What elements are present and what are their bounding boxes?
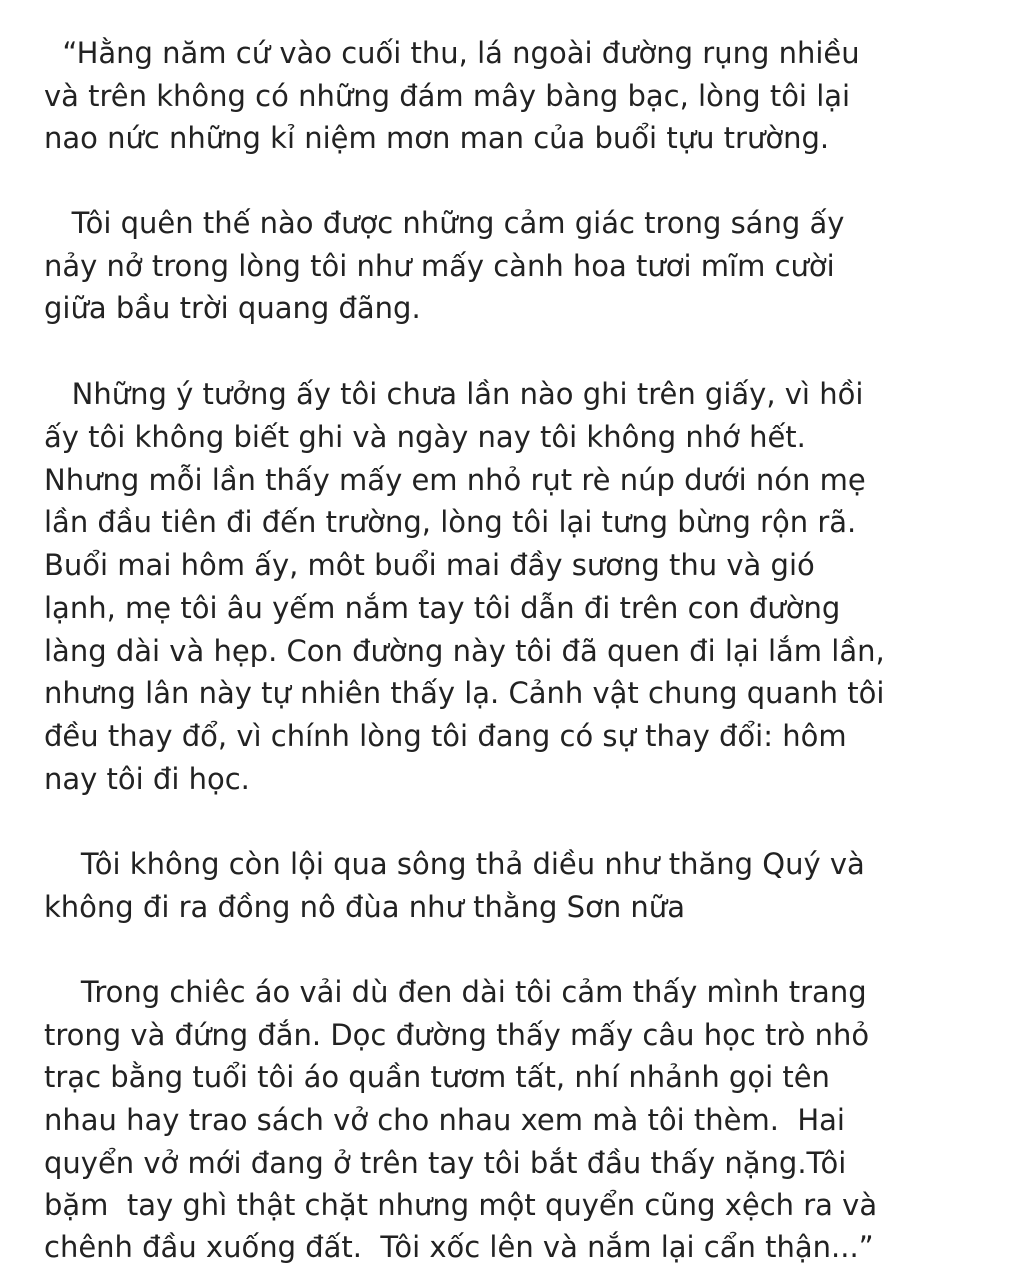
- text-line: lần đầu tiên đi đến trường, lòng tôi lại tưng bừng rộn rã.: [44, 505, 857, 539]
- text-line: Những ý tưởng ấy tôi chưa lần nào ghi trên giấy, vì hồi: [44, 377, 864, 411]
- text-line: ấy tôi không biết ghi và ngày nay tôi không nhớ hết.: [44, 420, 806, 454]
- text-line: trạc bằng tuổi tôi áo quần tươm tất, nhí nhảnh gọi tên: [44, 1060, 830, 1094]
- text-line: làng dài và hẹp. Con đường này tôi đã quen đi lại lắm lần,: [44, 634, 885, 668]
- text-line: Buổi mai hôm ấy, môt buổi mai đầy sương thu và gió: [44, 548, 815, 582]
- text-line: Tôi không còn lội qua sông thả diều như thăng Quý và: [44, 847, 865, 881]
- text-line: giữa bầu trời quang đãng.: [44, 291, 421, 325]
- text-line: nay tôi đi học.: [44, 762, 250, 796]
- text-line: “Hằng năm cứ vào cuối thu, lá ngoài đường rụng nhiều: [44, 36, 860, 70]
- text-line: Trong chiêc áo vải dù đen dài tôi cảm thấy mình trang: [44, 975, 867, 1009]
- text-line: không đi ra đồng nô đùa như thằng Sơn nữa: [44, 890, 685, 924]
- text-line: nhưng lân này tự nhiên thấy lạ. Cảnh vật chung quanh tôi: [44, 676, 885, 710]
- text-line: bặm tay ghì thật chặt nhưng một quyển cũng xệch ra và: [44, 1188, 878, 1222]
- text-line: chênh đầu xuống đất. Tôi xốc lên và nắm lại cẩn thận...”: [44, 1230, 874, 1264]
- text-line: và trên không có những đám mây bàng bạc, lòng tôi lại: [44, 79, 851, 113]
- text-line: trong và đứng đắn. Dọc đường thấy mấy câu học trò nhỏ: [44, 1018, 870, 1052]
- text-line: lạnh, mẹ tôi âu yếm nắm tay tôi dẫn đi trên con đường: [44, 591, 841, 625]
- text-line: quyển vở mới đang ở trên tay tôi bắt đầu thấy nặng.Tôi: [44, 1146, 847, 1180]
- text-line: đều thay đổ, vì chính lòng tôi đang có sự thay đổi: hôm: [44, 719, 847, 753]
- text-line: nhau hay trao sách vở cho nhau xem mà tôi thèm. Hai: [44, 1103, 845, 1137]
- text-line: nảy nở trong lòng tôi như mấy cành hoa tươi mĩm cười: [44, 249, 835, 283]
- text-line: nao nức những kỉ niệm mơn man của buổi tựu trường.: [44, 121, 830, 155]
- text-line: Tôi quên thế nào được những cảm giác trong sáng ấy: [44, 206, 845, 240]
- text-line: Nhưng mỗi lần thấy mấy em nhỏ rụt rè núp dưới nón mẹ: [44, 463, 866, 497]
